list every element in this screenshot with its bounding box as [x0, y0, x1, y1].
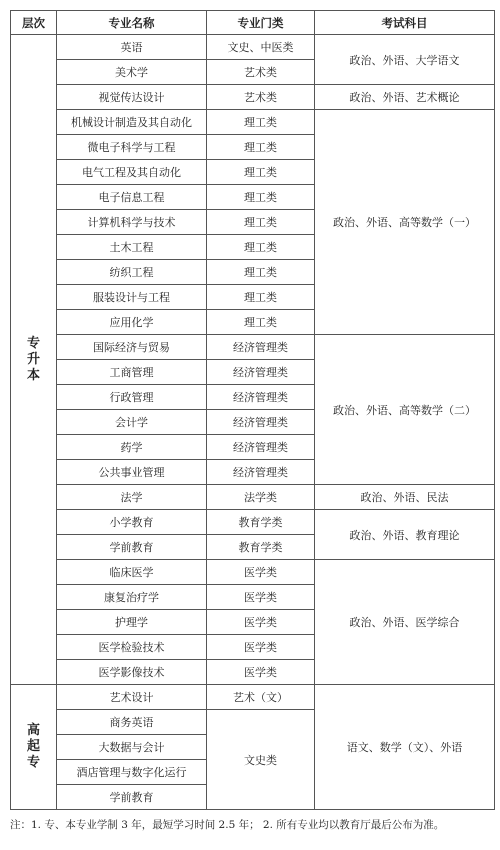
category-cell: 理工类 [207, 210, 315, 235]
table-row [11, 510, 495, 535]
subjects-cell: 政治、外语、高等数学（二） [315, 335, 495, 485]
major-cell: 学前教育 [57, 785, 207, 810]
category-cell: 理工类 [207, 110, 315, 135]
category-cell: 经济管理类 [207, 410, 315, 435]
subjects-cell: 政治、外语、大学语文 [315, 35, 495, 85]
major-cell: 药学 [57, 435, 207, 460]
major-cell: 服装设计与工程 [57, 285, 207, 310]
category-cell: 艺术（文） [207, 685, 315, 710]
category-cell: 医学类 [207, 610, 315, 635]
major-cell: 行政管理 [57, 385, 207, 410]
subjects-cell: 语文、数学（文）、外语 [315, 685, 495, 810]
major-cell: 电子信息工程 [57, 185, 207, 210]
category-cell: 文史、中医类 [207, 35, 315, 60]
major-cell: 大数据与会计 [57, 735, 207, 760]
category-cell: 经济管理类 [207, 385, 315, 410]
category-cell: 经济管理类 [207, 460, 315, 485]
subjects-cell: 政治、外语、教育理论 [315, 510, 495, 560]
subjects-cell: 政治、外语、艺术概论 [315, 85, 495, 110]
subjects-cell: 政治、外语、民法 [315, 485, 495, 510]
category-cell: 法学类 [207, 485, 315, 510]
major-cell: 医学检验技术 [57, 635, 207, 660]
level-zsb: 专 升 本 [11, 35, 57, 685]
major-cell: 纺织工程 [57, 260, 207, 285]
header-category: 专业门类 [207, 11, 315, 35]
major-cell: 康复治疗学 [57, 585, 207, 610]
header-level: 层次 [11, 11, 57, 35]
major-cell: 微电子科学与工程 [57, 135, 207, 160]
major-cell: 美术学 [57, 60, 207, 85]
major-cell: 英语 [57, 35, 207, 60]
category-cell: 医学类 [207, 660, 315, 685]
category-cell: 医学类 [207, 585, 315, 610]
category-cell: 理工类 [207, 235, 315, 260]
category-cell: 艺术类 [207, 85, 315, 110]
category-cell: 教育学类 [207, 510, 315, 535]
major-cell: 艺术设计 [57, 685, 207, 710]
category-cell: 经济管理类 [207, 335, 315, 360]
table-row [11, 685, 495, 710]
footnote: 注：1. 专、本专业学制 3 年，最短学习时间 2.5 年； 2. 所有专业均以教育厅最后公布为准。 [10, 819, 445, 831]
category-cell: 医学类 [207, 560, 315, 585]
category-cell: 文史类 [207, 710, 315, 810]
category-cell: 理工类 [207, 135, 315, 160]
subjects-cell: 政治、外语、医学综合 [315, 560, 495, 685]
category-cell: 理工类 [207, 310, 315, 335]
category-cell: 理工类 [207, 185, 315, 210]
major-cell: 公共事业管理 [57, 460, 207, 485]
table-row [11, 85, 495, 110]
header-major: 专业名称 [57, 11, 207, 35]
table-row [11, 335, 495, 360]
header-subjects: 考试科目 [315, 11, 495, 35]
table-row [11, 485, 495, 510]
major-cell: 小学教育 [57, 510, 207, 535]
category-cell: 理工类 [207, 260, 315, 285]
major-cell: 商务英语 [57, 710, 207, 735]
category-cell: 经济管理类 [207, 360, 315, 385]
table-row [11, 560, 495, 585]
table-row [11, 35, 495, 60]
major-cell: 国际经济与贸易 [57, 335, 207, 360]
category-cell: 艺术类 [207, 60, 315, 85]
major-cell: 应用化学 [57, 310, 207, 335]
major-cell: 土木工程 [57, 235, 207, 260]
category-cell: 经济管理类 [207, 435, 315, 460]
major-cell: 酒店管理与数字化运行 [57, 760, 207, 785]
major-cell: 视觉传达设计 [57, 85, 207, 110]
subjects-cell: 政治、外语、高等数学（一） [315, 110, 495, 335]
major-cell: 法学 [57, 485, 207, 510]
major-cell: 医学影像技术 [57, 660, 207, 685]
major-cell: 会计学 [57, 410, 207, 435]
category-cell: 医学类 [207, 635, 315, 660]
major-cell: 工商管理 [57, 360, 207, 385]
major-cell: 临床医学 [57, 560, 207, 585]
majors-table [10, 10, 495, 810]
category-cell: 教育学类 [207, 535, 315, 560]
table-row [11, 110, 495, 135]
level-gqz: 高 起 专 [11, 685, 57, 810]
table-header-row [11, 11, 495, 35]
major-cell: 计算机科学与技术 [57, 210, 207, 235]
category-cell: 理工类 [207, 285, 315, 310]
category-cell: 理工类 [207, 160, 315, 185]
major-cell: 电气工程及其自动化 [57, 160, 207, 185]
major-cell: 护理学 [57, 610, 207, 635]
major-cell: 机械设计制造及其自动化 [57, 110, 207, 135]
major-cell: 学前教育 [57, 535, 207, 560]
